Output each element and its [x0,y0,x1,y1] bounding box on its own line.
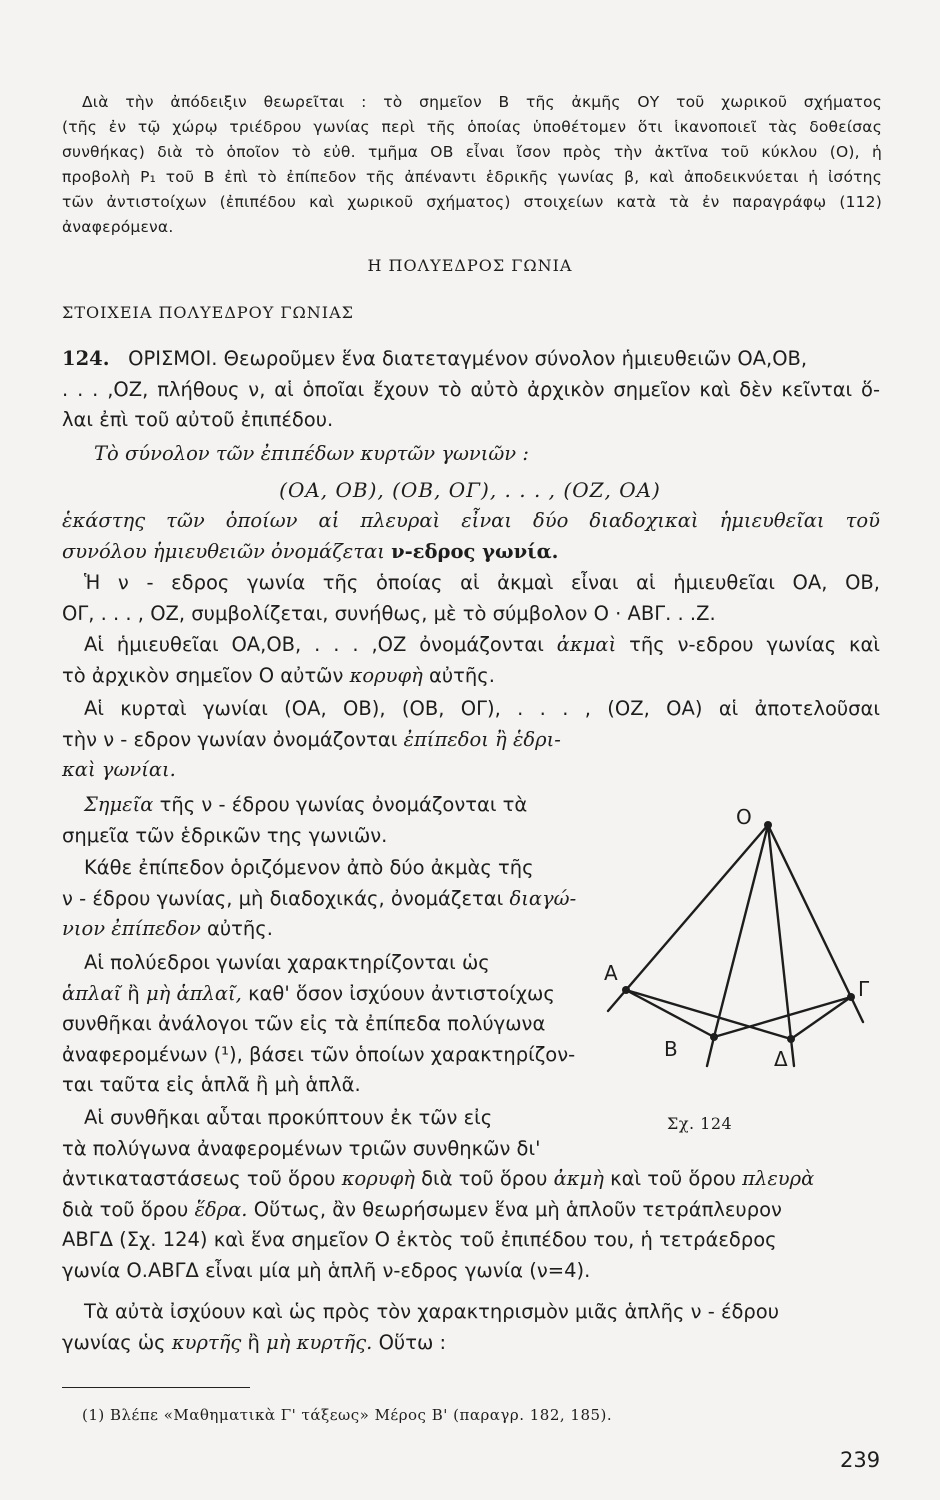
diagonal-plane-paragraph [62,853,582,945]
label-O: O [736,805,752,829]
italic-term: Σημεῖα [84,793,154,816]
italic-term: ἀκμαὶ [556,633,617,656]
footnote: (1) Βλέπε «Μαθηματικὰ Γ' τάξεως» Μέρος Β' (παραγρ. 182, 185). [82,1406,613,1424]
text-span: διὰ τοῦ ὅρου [62,1197,189,1221]
text-line [62,630,880,661]
text-line: ἀναφερομένων (¹), βάσει τῶν ὁποίων χαρακτηρίζον- [62,1042,576,1066]
definition-paragraph [62,506,880,567]
text-line [62,790,582,821]
intro-line: Διὰ τὴν ἀπόδειξιν θεωρεῖται : τὸ σημεῖον Β τῆς ἀκμῆς ΟΥ τοῦ χωρικοῦ σχήματος [82,93,882,111]
text-line: Τὸ σύνολον τῶν ἐπιπέδων κυρτῶν γωνιῶν : [94,442,529,465]
text-line [62,1164,880,1195]
text-span: διὰ τοῦ ὅρου [421,1167,548,1190]
notation-paragraph [62,568,880,629]
edge-OB-extension [707,1037,714,1066]
intro-line: συνθήκας) διὰ τὸ ὁποῖον τὸ εὐθ. τμῆμα ΟΒ εἶναι ἴσον πρὸς τὴν ἀκτῖνα τοῦ κύκλου (Ο), ἡ [62,143,882,161]
italic-term: ἐπίπεδοι ἢ ἑδρι- [403,727,561,751]
defined-term: ν-εδρος γωνία. [391,539,559,563]
text-span: συνόλου ἡμιευθειῶν ὀνομάζεται [62,539,385,563]
label-D: Δ [774,1047,788,1071]
text-span: ἀντικαταστάσεως τοῦ ὅρου [62,1167,336,1190]
text-span: Οὕτως, ἂν θεωρήσωμεν ἕνα μὴ ἁπλοῦν τετράπλευρον [253,1197,782,1221]
vertex-D [787,1035,795,1043]
text-line: ΟΓ, . . . , ΟΖ, συμβολίζεται, συνήθως, μὲ τὸ σύμβολον Ο · ΑΒΓ. . .Ζ. [62,601,716,625]
text-span: καθ' ὅσον ἰσχύουν ἀντιστοίχως [248,981,555,1005]
intro-line: (τῆς ἐν τῷ χώρῳ τριέδρου γωνίας περὶ τῆς ὁποίας ὑποθέτομεν ὅτι ἱκανοποιεῖ τὰς δοθείσας [62,118,882,136]
text-line [62,537,880,568]
page-number: 239 [840,1448,881,1472]
section-title: ΣΤΟΙΧΕΙΑ ΠΟΛΥΕΔΡΟΥ ΓΩΝΙΑΣ [62,303,354,322]
text-line: ται ταῦτα εἰς ἁπλᾶ ἢ μὴ ἁπλᾶ. [62,1073,361,1096]
text-line [62,661,880,692]
figure-caption: Σχ. 124 [667,1114,733,1133]
text-line [62,1328,880,1359]
figure-124 [586,800,890,1082]
text-line [62,979,582,1010]
formula: (ΟΑ, ΟΒ), (ΟΒ, ΟΓ), . . . , (ΟΖ, ΟΑ) [279,478,661,502]
text-span: Αἱ ἡμιευθεῖαι ΟΑ,ΟΒ, . . . ,ΟΖ ὀνομάζονται [84,633,544,656]
points-paragraph [62,790,582,851]
side-BG [714,997,851,1037]
text-span: τὴν ν - εδρον γωνίαν ὀνομάζονται [62,727,398,751]
edge-OD-extension [791,1039,794,1066]
text-line: ΑΒΓΔ (Σχ. 124) καὶ ἕνα σημεῖον Ο ἐκτὸς τοῦ ἐπιπέδου του, ἡ τετράεδρος [62,1228,777,1251]
text-line: καὶ γωνίαι. [62,758,176,781]
italic-term: ἁπλαῖ [62,981,122,1005]
vertex-B [710,1033,718,1041]
definitions-paragraph [62,344,880,436]
text-span: καὶ τοῦ ὅρου [610,1167,736,1190]
text-line: Αἱ συνθῆκαι αὗται προκύπτουν ἐκ τῶν εἰς [84,1106,493,1129]
italic-term: νιον ἐπίπεδον [62,917,201,940]
text-span: αὐτῆς. [207,917,273,940]
text-line: Κάθε ἐπίπεδον ὁριζόμενον ἀπὸ δύο ἀκμὰς τῆς [84,856,534,879]
edges-paragraph [62,630,880,691]
vertex-G [847,993,855,1001]
italic-term: πλευρὰ [742,1167,815,1190]
text-line [62,914,582,945]
text-line: . . . ,ΟΖ, πλήθους ν, αἱ ὁποῖαι ἔχουν τὸ αὐτὸ ἀρχικὸν σημεῖον καὶ δὲν κεῖνται ὅ- [62,377,880,401]
text-line: σημεῖα τῶν ἑδρικῶν της γωνιῶν. [62,823,388,847]
convexity-paragraph [62,1297,880,1358]
text-line: ἑκάστης τῶν ὁποίων αἱ πλευραὶ εἶναι δύο διαδοχικαὶ ἡμιευθεῖαι τοῦ [62,509,880,532]
text-line: Αἱ κυρταὶ γωνίαι (ΟΑ, ΟΒ), (ΟΒ, ΟΓ), . . . , (ΟΖ, ΟΑ) αἱ ἀποτελοῦσαι [84,697,880,720]
paragraph-number: 124. [62,347,110,370]
classification-paragraph [62,948,582,1101]
italic-term: κυρτῆς [171,1330,242,1354]
text-span: ἢ [127,981,140,1005]
side-GD [791,997,851,1039]
italic-term: ἀκμὴ [553,1167,604,1190]
text-line [62,725,880,756]
text-line: συνθῆκαι ἀνάλογοι τῶν εἰς τὰ ἐπίπεδα πολύγωνα [62,1012,546,1035]
text-line [62,1195,880,1226]
italic-term: κορυφὴ [349,663,423,687]
side-AB [626,990,714,1037]
text-span: τῆς ν-εδρου γωνίας καὶ [629,633,880,656]
footnote-divider [62,1387,250,1388]
text-line: Αἱ πολύεδροι γωνίαι χαρακτηρίζονται ὡς [84,951,490,974]
edge-OG [768,825,851,997]
text-span: γωνίας ὡς [62,1330,166,1354]
edge-OA-extension [608,990,626,1011]
intro-line: ἀναφερόμενα. [62,218,174,236]
paragraph-heading: ΟΡΙΣΜΟΙ. [128,347,218,370]
label-B: B [664,1037,678,1061]
text-span: Οὕτω : [378,1330,447,1354]
text-line [62,884,582,915]
intro-paragraph [62,90,882,240]
italic-term: κορυφὴ [341,1167,415,1190]
text-line: λαι ἐπὶ τοῦ αὐτοῦ ἐπιπέδου. [62,408,334,431]
text-span: αὐτῆς. [429,663,495,687]
text-line: Ἡ ν - εδρος γωνία τῆς ὁποίας αἱ ἀκμαὶ εἶναι αἱ ἡμιευθεῖαι ΟΑ, ΟΒ, [84,571,880,594]
faces-paragraph [62,694,880,786]
text-span: ν - έδρου γωνίας, μὴ διαδοχικάς, ὀνομάζεται [62,886,504,910]
text-line: τὰ πολύγωνα ἀναφερομένων τριῶν συνθηκῶν δι' [62,1136,541,1160]
side-DA [626,990,791,1039]
text-line [62,344,880,375]
vertex-O [764,821,772,829]
intro-line: τῶν ἀντιστοίχων (ἐπιπέδου καὶ χωρικοῦ σχήματος) στοιχείων κατὰ τὰ ἐν παραγράφῳ (112) [62,193,882,211]
italic-intro-line [62,439,880,470]
label-G: Γ [858,977,870,1001]
italic-term: ἕδρα. [194,1197,248,1221]
text-span: Θεωροῦμεν ἕνα διατεταγμένον σύνολον ἡμιευθειῶν ΟΑ,ΟΒ, [223,347,808,370]
text-span: τῆς ν - έδρου γωνίας ὀνομάζονται τὰ [159,793,528,816]
text-line: Τὰ αὐτὰ ἰσχύουν καὶ ὡς πρὸς τὸν χαρακτηρισμὸν μιᾶς ἁπλῆς ν - έδρου [84,1300,780,1323]
chapter-title: Η ΠΟΛΥΕΔΡΟΣ ΓΩΝΙΑ [367,256,573,275]
vertex-A [622,986,630,994]
text-line: γωνία Ο.ΑΒΓΔ εἶναι μία μὴ ἁπλῆ ν-εδρος γωνία (ν=4). [62,1258,591,1282]
text-span: τὸ ἀρχικὸν σημεῖον Ο αὐτῶν [62,663,344,687]
italic-term: διαγώ- [509,886,577,910]
intro-line: προβολὴ Ρ₁ τοῦ Β ἐπὶ τὸ ἐπίπεδον τῆς ἀπέναντι ἑδρικῆς γωνίας β, καὶ ἀποδεικνύεται ἡ ἰσότης [62,168,882,186]
italic-term: μὴ κυρτῆς. [266,1330,373,1354]
text-span: ἢ [247,1330,260,1354]
label-A: A [604,961,618,985]
conditions-paragraph [62,1103,880,1286]
edge-OD [768,825,791,1039]
italic-term: μὴ ἁπλαῖ, [145,981,242,1005]
